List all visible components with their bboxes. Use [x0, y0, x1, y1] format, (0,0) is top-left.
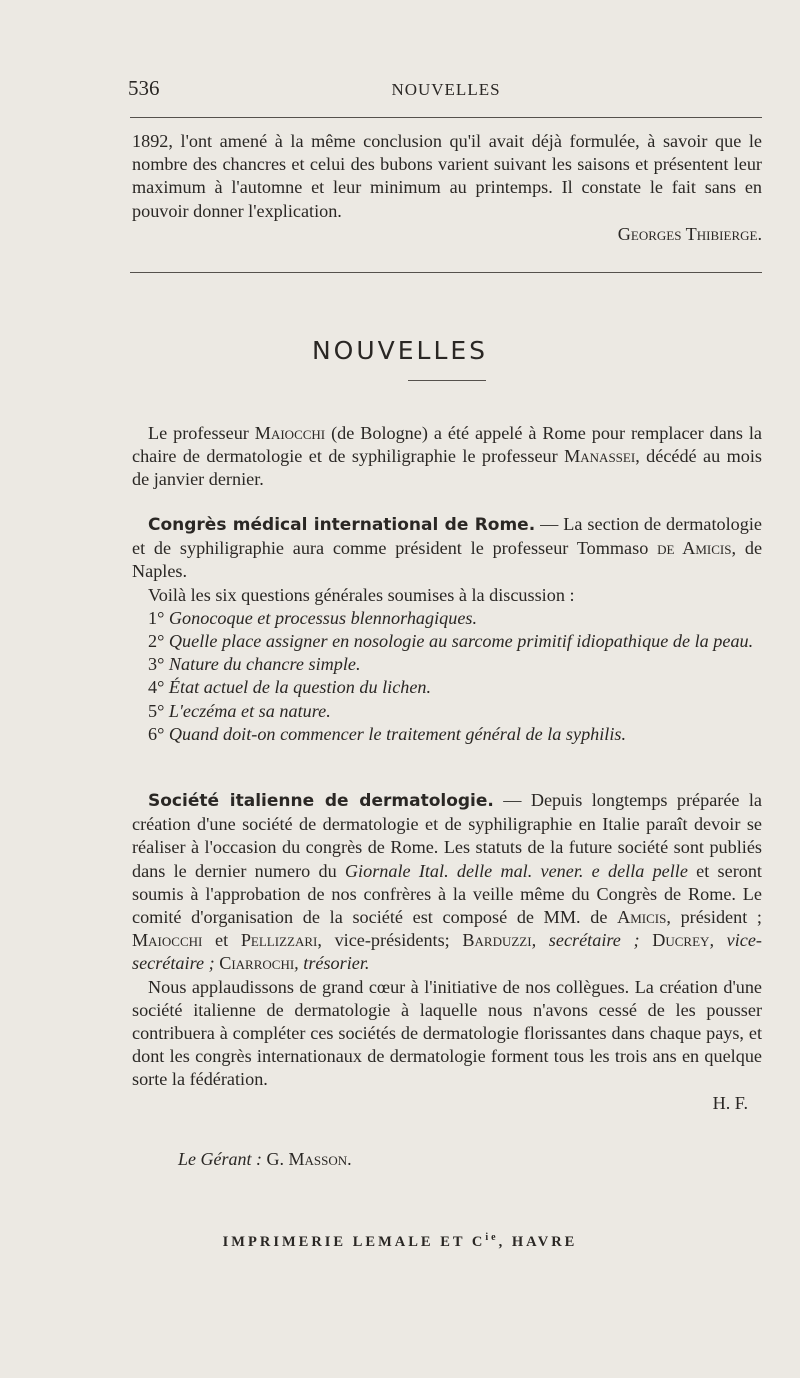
- question-item: 3° Nature du chancre simple.: [148, 654, 361, 675]
- societe-paragraph: Société italienne de dermatologie. — Depuis longtemps préparée la création d'une société de dermatologie et de syphiligraphie en Italie paraît devoir se réaliser à l'occasion du congrès de Rome. Les statuts de la future société sont publiés dans le dernier numero du Giornale Ital. delle mal. vener. e della pelle et seront soumis à l'approbation de nos confrères à la veille même du Congrès de Rome. Le comité d'organisation de la société est composé de MM. de Amicis, président ; Maiocchi et Pellizzari, vice-présidents; Barduzzi, secrétaire ; Ducrey, vice-secrétaire ; Ciarrochi, trésorier.: [132, 790, 762, 974]
- news-maiocchi: [132, 422, 762, 492]
- societe-heading: Société italienne de dermatologie.: [148, 791, 494, 811]
- person-name: Amicis: [617, 907, 667, 928]
- question-item: 4° État actuel de la question du lichen.: [148, 677, 432, 698]
- page-number: 536: [128, 76, 160, 100]
- previous-article-end: [132, 130, 762, 246]
- news-societe-italienne: [132, 789, 762, 1115]
- printer-imprint: IMPRIMERIE LEMALE ET $C^{ie}$, HAVRE: [222, 1232, 578, 1250]
- running-title: NOUVELLES: [391, 80, 501, 99]
- congres-heading: Congrès médical international de Rome.: [148, 515, 536, 535]
- congres-intro: Voilà les six questions générales soumises à la discussion :: [148, 584, 575, 605]
- section-divider-rule: [130, 272, 762, 273]
- question-item: 5° L'eczéma et sa nature.: [148, 700, 331, 721]
- person-name: Ducrey: [652, 930, 710, 951]
- person-name: Barduzzi: [462, 930, 532, 951]
- header-rule: [130, 117, 762, 118]
- news-maiocchi-paragraph: Le professeur Maiocchi (de Bologne) a été appelé à Rome pour remplacer dans la chaire de dermatologie et de syphiligraphie le professeur Manassei, décédé au mois de janvier dernier.: [132, 423, 763, 490]
- congres-paragraph: Congrès médical international de Rome. — La section de dermatologie et de syphiligraphie aura comme président le professeur Tommaso de Amicis, de Naples.: [132, 514, 763, 582]
- question-item: 6° Quand doit-on commencer le traitement général de la syphilis.: [148, 723, 627, 744]
- previous-article-signature: Georges Thibierge.: [617, 223, 762, 244]
- person-name: Maiocchi: [132, 930, 203, 951]
- person-name: Ciarrochi: [219, 953, 295, 974]
- person-name: Manassei: [564, 446, 636, 467]
- societe-signature: H. F.: [712, 1092, 748, 1113]
- journal-title: Giornale Ital. delle mal. vener. e della pelle: [344, 860, 688, 881]
- question-item: 1° Gonocoque et processus blennorhagiques.: [148, 607, 478, 628]
- title-underline: [408, 380, 486, 381]
- person-name: de Amicis: [657, 538, 732, 559]
- previous-article-paragraph: 1892, l'ont amené à la même conclusion qu'il avait déjà formulée, à savoir que le nombre des chancres et celui des bubons varient suivant les saisons et présentent leur maximum à l'automne et leur minimum au printemps. Il constate le fait sans en pouvoir donner l'explication.: [132, 131, 762, 221]
- running-header: [128, 76, 764, 102]
- gerant-label: Le Gérant :: [178, 1149, 262, 1169]
- section-title: NOUVELLES: [311, 336, 489, 365]
- societe-closing: Nous applaudissons de grand cœur à l'initiative de nos collègues. La création d'une société italienne de dermatologie à laquelle nous n'avons cessé de les pousser contribuera à compléter ces sociétés de dermatologie florissantes dans chaque pays, et dont les congrès internationaux de dermatologie forment tous les trois ans en quelque sorte la fédération.: [132, 976, 762, 1090]
- person-name: Maiocchi: [254, 423, 326, 443]
- gerant-name: G. Masson.: [262, 1149, 352, 1169]
- news-congres-rome: [132, 513, 762, 746]
- person-name: Pellizzari: [240, 930, 318, 951]
- question-item: 2° Quelle place assigner en nosologie au sarcome primitif idiopathique de la peau.: [148, 631, 754, 652]
- gerant-line: [178, 1149, 352, 1170]
